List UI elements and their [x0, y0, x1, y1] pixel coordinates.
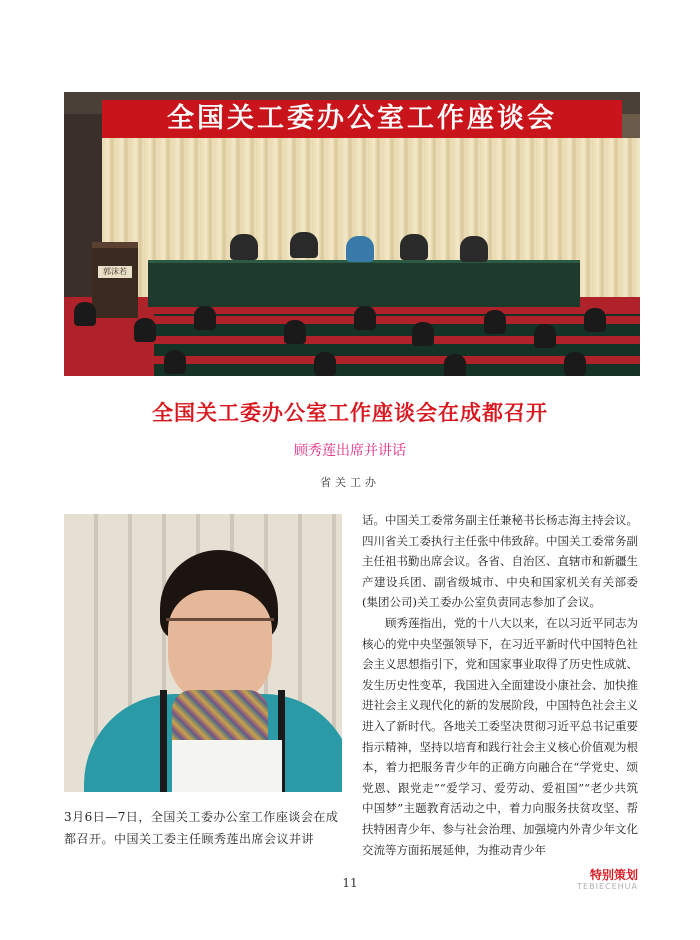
photo-audience-person [564, 352, 586, 376]
article-paragraph: 话。中国关工委常务副主任兼秘书长杨志海主持会议。四川省关工委执行主任张中伟致辞。中国关工委常务副主任祖书勤出席会议。各省、自治区、直辖市和新疆生产建设兵团、副省级城市、中央和国家机关有关部委(集团公司)关工委办公室负责同志参加了会议。 [362, 513, 638, 610]
photo-audience-person [534, 324, 556, 348]
article-title: 全国关工委办公室工作座谈会在成都召开 [152, 400, 548, 425]
portrait-glasses [166, 618, 274, 643]
photo-audience-person [74, 302, 96, 326]
photo-presidium-person [230, 234, 258, 260]
photo-presidium-person [460, 236, 488, 262]
photo-audience-person [164, 350, 186, 374]
photo-audience-person [284, 320, 306, 344]
microphone-left [160, 690, 167, 792]
photo-audience-person [484, 310, 506, 334]
photo-presidium-person [400, 234, 428, 260]
photo-caption: 3月6日—7日，全国关工委办公室工作座谈会在成都召开。中国关工委主任顾秀莲出席会议并讲 [64, 810, 339, 846]
conference-photo [64, 92, 640, 376]
photo-audience-person [194, 306, 216, 330]
article-author: 省关工办 [320, 476, 380, 489]
photo-presidium-person [346, 236, 374, 262]
article-paragraph: 顾秀莲指出，党的十八大以来，在以习近平同志为核心的党中央坚强领导下，在习近平新时代中国特色社会主义思想指引下，党和国家事业取得了历史性成就、发生历史性变革，我国进入全面建设小康社会、加快推进社会主义现代化的新的发展阶段，中国特色社会主义进入了新时代。各地关工委坚决贯彻习近平总书记重要指示精神，坚持以培育和践行社会主义核心价值观为根本，着力把服务青少年的正确方向融合在“学党史、颂党恩、跟党走”“爱学习、爱劳动、爱祖国”“老少共筑中国梦”主题教育活动之中，着力向服务扶贫攻坚、帮扶特困青少年、参与社会治理、加强境内外青少年文化交流等方面拓展延伸，为推动青少年 [362, 615, 638, 857]
photo-audience-person [314, 352, 336, 376]
photo-audience-person [412, 322, 434, 346]
page-number: 11 [342, 876, 358, 890]
photo-audience-person [354, 306, 376, 330]
photo-presidium-person [290, 232, 318, 258]
photo-audience-person [444, 354, 466, 376]
podium-sign: 郭沫若 [98, 266, 132, 278]
photo-podium [92, 242, 138, 318]
photo-audience-person [134, 318, 156, 342]
article-subtitle: 顾秀莲出席并讲话 [294, 443, 406, 459]
article-body [362, 510, 638, 860]
speaker-portrait-photo [64, 514, 342, 792]
portrait-speech-paper [172, 740, 282, 792]
conference-banner: 全国关工委办公室工作座谈会 [102, 100, 622, 138]
portrait-face [168, 590, 272, 706]
section-name: 特别策划 [589, 868, 638, 882]
photo-audience-person [584, 308, 606, 332]
section-pinyin: TEBIECEHUA [577, 882, 638, 891]
photo-stage-table [148, 260, 580, 307]
